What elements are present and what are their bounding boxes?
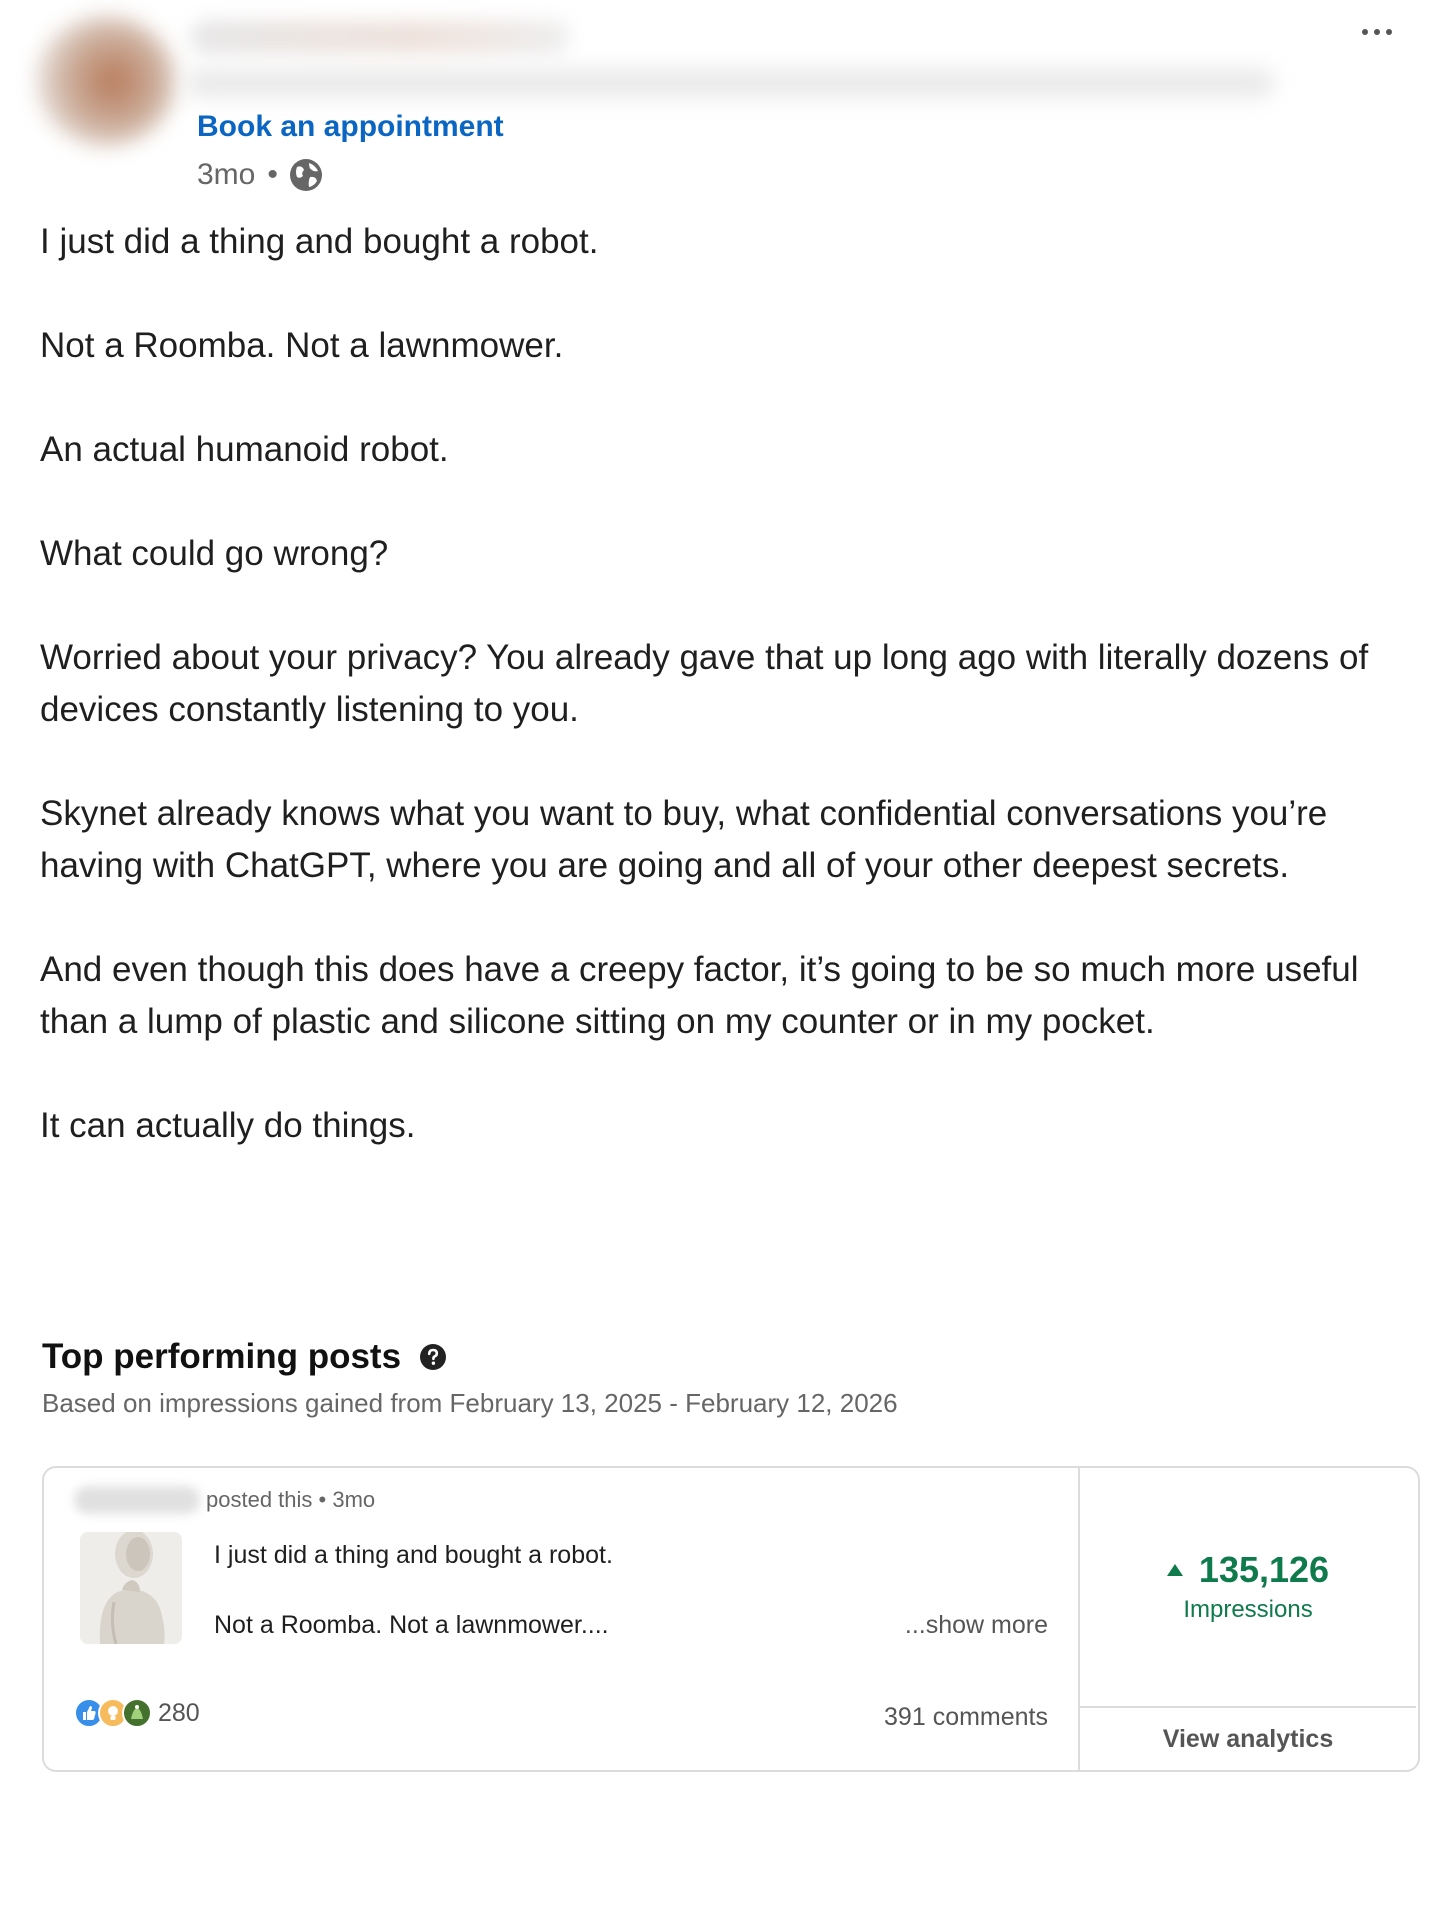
meta-separator: • [267, 158, 278, 191]
author-headline-redacted [185, 68, 1275, 98]
top-post-summary[interactable] [44, 1468, 1078, 1770]
more-dot [1386, 29, 1392, 35]
trend-up-icon [1167, 1564, 1183, 1576]
author-avatar[interactable] [36, 16, 176, 146]
book-appointment-link[interactable]: Book an appointment [197, 110, 504, 143]
post-paragraph: And even though this does have a creepy factor, it’s going to be so much more useful than a lump of plastic and silicone sitting on my counter or in my pocket. [40, 950, 1359, 1041]
celebrate-icon [122, 1698, 152, 1728]
impressions-value [1080, 1548, 1416, 1592]
post-meta [197, 156, 324, 194]
post-paragraph: What could go wrong? [40, 534, 389, 573]
post-paragraph: Worried about your privacy? You already gave that up long ago with literally dozens of devices constantly listening to you. [40, 638, 1369, 729]
post-paragraph: Skynet already knows what you want to buy, what confidential conversations you’re having with ChatGPT, where you are going and all of your other deepest secrets. [40, 794, 1328, 885]
card-author-redacted [74, 1486, 200, 1514]
impressions-label: Impressions [1183, 1596, 1313, 1623]
more-horizontal-icon [1362, 29, 1368, 35]
more-options-button[interactable] [1352, 14, 1402, 50]
author-name-redacted[interactable] [190, 20, 570, 54]
more-dot [1374, 29, 1380, 35]
card-posted-meta: posted this • 3mo [206, 1487, 376, 1512]
post-age: 3mo [197, 158, 256, 191]
post-thumbnail[interactable] [80, 1532, 182, 1644]
top-post-card [42, 1466, 1420, 1772]
question-circle-icon[interactable] [419, 1343, 447, 1371]
card-snippet-line-1: I just did a thing and bought a robot. [214, 1541, 613, 1569]
post-body [40, 216, 1400, 1204]
reactions-summary[interactable] [74, 1698, 200, 1728]
impressions-number: 135,126 [1198, 1549, 1330, 1590]
card-snippet-line-2: Not a Roomba. Not a lawnmower.... [214, 1611, 609, 1639]
robot-thumbnail-image [80, 1532, 182, 1644]
view-analytics-button[interactable]: View analytics [1162, 1724, 1334, 1753]
post-paragraph: An actual humanoid robot. [40, 430, 449, 469]
globe-icon [288, 157, 324, 193]
top-posts-header [42, 1334, 447, 1380]
top-posts-title: Top performing posts [42, 1337, 402, 1376]
show-more-link[interactable]: ...show more [904, 1611, 1048, 1639]
impressions-panel [1078, 1468, 1418, 1770]
post-paragraph: Not a Roomba. Not a lawnmower. [40, 326, 564, 365]
impressions-stat [1080, 1468, 1416, 1708]
reaction-count: 280 [158, 1698, 200, 1727]
comments-count[interactable]: 391 comments [884, 1703, 1048, 1731]
post-paragraph: It can actually do things. [40, 1106, 416, 1145]
post-paragraph: I just did a thing and bought a robot. [40, 222, 599, 261]
top-posts-subtitle: Based on impressions gained from February 13, 2025 - February 12, 2026 [42, 1388, 898, 1418]
